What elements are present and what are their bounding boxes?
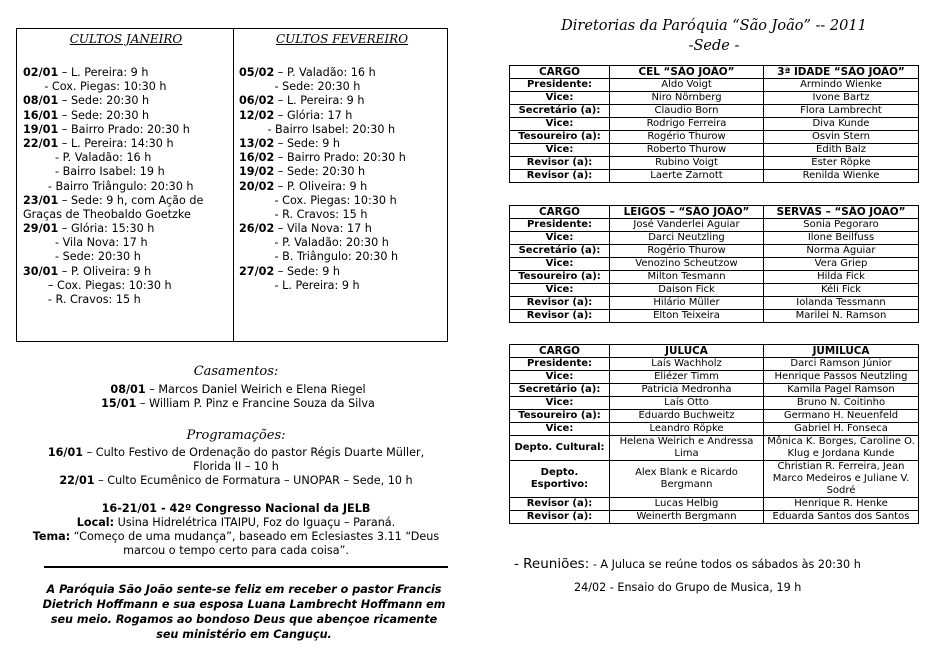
culto-date: 05/02	[239, 66, 275, 79]
cultos-fevereiro-title: CULTOS FEVEREIRO	[275, 32, 409, 46]
table-cell-name: Bruno N. Coitinho	[764, 397, 919, 410]
programacoes-title: Programações:	[186, 428, 286, 443]
culto-description: - Cox. Piegas: 10:30 h	[239, 193, 397, 207]
culto-date: 13/02	[239, 136, 275, 150]
programacao-item: 22/01 – Culto Ecumênico de Formatura – UNOPAR – Sede, 10 h	[59, 474, 413, 487]
culto-entry	[23, 236, 229, 250]
culto-entry	[239, 94, 445, 108]
table-cell-cargo: Vice:	[510, 371, 610, 384]
table-cell-cargo: Secretário (a):	[510, 105, 610, 118]
culto-date: 30/01	[23, 264, 59, 278]
table-cell-name: Vera Griep	[764, 258, 919, 271]
diretorias-title-line: Diretorias da Paróquia “São João” -- 2011	[561, 18, 867, 34]
culto-entry	[23, 265, 229, 279]
culto-description: - Sede: 20:30 h	[23, 250, 141, 264]
culto-entry	[239, 66, 445, 80]
casamentos-list	[0, 383, 476, 411]
culto-date: 12/02	[239, 108, 275, 122]
ensaio-line: 24/02 - Ensaio do Grupo de Musica, 19 h	[574, 581, 802, 594]
culto-entry	[239, 194, 445, 208]
table-cell-cargo: Tesoureiro (a):	[510, 131, 610, 144]
culto-date: 22/01	[23, 136, 59, 150]
cultos-janeiro-column	[23, 29, 229, 307]
table-header-row	[510, 345, 919, 358]
culto-description: - Bairro Triângulo: 20:30 h	[23, 179, 194, 193]
table-cell-name: Rodrigo Ferreira	[610, 118, 764, 131]
table-row	[510, 358, 919, 371]
cultos-janeiro-title: CULTOS JANEIRO	[69, 32, 183, 46]
table-cell-cargo: Revisor (a):	[510, 310, 610, 323]
table-cell-name: Aldo Voigt	[610, 79, 764, 92]
table-row	[510, 384, 919, 397]
culto-entry	[23, 151, 229, 165]
table-cell-name: Mônica K. Borges, Caroline O. Klug e Jordana Kunde	[764, 436, 919, 461]
table-row	[510, 511, 919, 524]
culto-description: Graças de Theobaldo Goetzke	[23, 207, 191, 221]
table-row	[510, 144, 919, 157]
table-row	[510, 105, 919, 118]
culto-entry	[23, 208, 229, 222]
congresso-tema: Tema: “Começo de uma mudança”, baseado em Eclesiastes 3.11 “Deus	[32, 530, 440, 543]
table-header-cell: 3ª IDADE “SÃO JOÃO”	[764, 66, 919, 79]
table-cell-cargo: Tesoureiro (a):	[510, 271, 610, 284]
reunioes-label: - Reuniões:	[514, 556, 590, 572]
table-cell-cargo: Vice:	[510, 92, 610, 105]
cultos-fevereiro-column	[239, 29, 445, 293]
culto-description: – Bairro Prado: 20:30 h	[274, 151, 406, 165]
table-row	[510, 232, 919, 245]
table-cell-cargo: Revisor (a):	[510, 297, 610, 310]
table-cell-name: José Vanderlei Aguiar	[610, 219, 764, 232]
congresso-title: 16-21/01 - 42º Congresso Nacional da JELB	[101, 502, 371, 515]
culto-entry	[23, 109, 229, 123]
culto-date: 20/02	[239, 179, 275, 193]
table-cell-name: Eliézer Timm	[610, 371, 764, 384]
welcome-message	[20, 582, 468, 642]
horizontal-rule	[44, 566, 448, 568]
table-row	[510, 245, 919, 258]
table-cell-name: Renilda Wienke	[764, 170, 919, 183]
culto-description: – L. Pereira: 14:30 h	[58, 136, 174, 150]
table-row	[510, 118, 919, 131]
table-cell-cargo: Vice:	[510, 232, 610, 245]
culto-entry	[239, 250, 445, 264]
table-cell-cargo: Revisor (a):	[510, 498, 610, 511]
table-row	[510, 371, 919, 384]
culto-entry	[239, 151, 445, 165]
table-cell-cargo: Vice:	[510, 284, 610, 297]
table-header-cell: JULUCA	[610, 345, 764, 358]
culto-date: 19/02	[239, 165, 275, 179]
culto-date: 23/01	[23, 193, 59, 207]
table-cell-name: Osvin Stern	[764, 131, 919, 144]
table-row	[510, 436, 919, 461]
culto-entry	[23, 222, 229, 236]
table-cell-cargo: Vice:	[510, 144, 610, 157]
table-row	[510, 297, 919, 310]
congresso-local: Local: Usina Hidrelétrica ITAIPU, Foz do Iguaçu – Paraná.	[76, 516, 396, 529]
table-cell-cargo: Vice:	[510, 258, 610, 271]
table-cell-cargo: Presidente:	[510, 358, 610, 371]
table-cell-name: Flora Lambrecht	[764, 105, 919, 118]
culto-entry	[239, 180, 445, 194]
welcome-message-line: Dietrich Hoffmann e sua esposa Luana Lambrecht Hoffmann em	[42, 598, 446, 611]
table-cell-name: Gabriel H. Fonseca	[764, 423, 919, 436]
culto-description: - P. Valadão: 16 h	[23, 151, 152, 165]
diretorias-title	[510, 16, 918, 56]
congresso-tema-continued: marcou o tempo certo para cada coisa”.	[123, 544, 349, 557]
table-header-cell: CARGO	[510, 206, 610, 219]
table-cell-name: Henrique Passos Neutzling	[764, 371, 919, 384]
table-cell-name: Laís Otto	[610, 397, 764, 410]
table-row	[510, 131, 919, 144]
culto-entry	[23, 194, 229, 208]
culto-description: – Sede: 9 h	[274, 264, 340, 278]
table-cell-name: Kéli Fick	[764, 284, 919, 297]
table-cell-name: Hilda Fick	[764, 271, 919, 284]
culto-description: – Sede: 20:30 h	[58, 94, 150, 108]
table-header-cell: CARGO	[510, 345, 610, 358]
culto-description: – L. Pereira: 9 h	[274, 94, 365, 108]
reunioes-line	[514, 556, 861, 572]
culto-description: – L. Pereira: 9 h	[58, 66, 149, 79]
table-cell-cargo: Vice:	[510, 118, 610, 131]
culto-entry	[23, 66, 229, 80]
culto-description: - R. Cravos: 15 h	[23, 293, 141, 306]
culto-entry	[239, 137, 445, 151]
culto-description: – Sede: 20:30 h	[58, 108, 150, 122]
table-cell-name: Darci Ramson Júnior	[764, 358, 919, 371]
table-cell-name: Rogério Thurow	[610, 131, 764, 144]
table-cell-name: Weinerth Bergmann	[610, 511, 764, 524]
table-cell-name: Patricia Medronha	[610, 384, 764, 397]
culto-date: 27/02	[239, 264, 275, 278]
table-cell-cargo: Vice:	[510, 397, 610, 410]
table-cell-name: Laerte Zarnott	[610, 170, 764, 183]
table-row	[510, 310, 919, 323]
table-row	[510, 170, 919, 183]
table-cell-name: Laís Wachholz	[610, 358, 764, 371]
culto-entry	[239, 80, 445, 94]
table-cell-name: Alex Blank e Ricardo Bergmann	[610, 461, 764, 498]
culto-description: – Sede: 9 h	[274, 136, 340, 150]
table-cell-cargo: Revisor (a):	[510, 170, 610, 183]
table-cell-cargo: Secretário (a):	[510, 384, 610, 397]
table-cell-cargo: Revisor (a):	[510, 157, 610, 170]
table-cell-name: Rogério Thurow	[610, 245, 764, 258]
programacoes-list	[0, 446, 472, 488]
table-row	[510, 410, 919, 423]
culto-entry	[23, 180, 229, 194]
culto-description: – Vila Nova: 17 h	[274, 222, 372, 236]
table-cell-name: Darci Neutzling	[610, 232, 764, 245]
table-cell-name: Eduardo Buchweitz	[610, 410, 764, 423]
culto-entry	[23, 123, 229, 137]
culto-entry	[239, 236, 445, 250]
culto-entry	[23, 165, 229, 179]
culto-description: – Glória: 15:30 h	[58, 222, 155, 236]
culto-entry	[239, 222, 445, 236]
table-cell-name: Ester Röpke	[764, 157, 919, 170]
culto-description: - Bairro Isabel: 20:30 h	[239, 122, 396, 136]
table-header-cell: CARGO	[510, 66, 610, 79]
culto-entry	[239, 265, 445, 279]
culto-description: - Cox. Piegas: 10:30 h	[23, 80, 167, 94]
table-cell-name: Germano H. Neuenfeld	[764, 410, 919, 423]
culto-description: – P. Oliveira: 9 h	[274, 179, 368, 193]
casamento-item: 15/01 – William P. Pinz e Francine Souza da Silva	[101, 397, 375, 410]
table-row	[510, 79, 919, 92]
table-row	[510, 92, 919, 105]
table-cell-cargo: Depto. Esportivo:	[510, 461, 610, 498]
table-header-cell: CEL “SÃO JOÃO”	[610, 66, 764, 79]
culto-entry	[239, 123, 445, 137]
programacao-item: 16/01 – Culto Festivo de Ordenação do pastor Régis Duarte Müller,	[47, 446, 425, 459]
table-row	[510, 498, 919, 511]
welcome-message-line: A Paróquia São João sente-se feliz em receber o pastor Francis	[46, 583, 442, 596]
table-cell-name: Rubino Voigt	[610, 157, 764, 170]
culto-date: 16/01	[23, 108, 59, 122]
cultos-divider	[233, 29, 234, 341]
table-row	[510, 258, 919, 271]
cultos-janeiro-list	[23, 66, 229, 307]
culto-date: 29/01	[23, 222, 59, 236]
table-cell-cargo: Revisor (a):	[510, 511, 610, 524]
table-cell-name: Armindo Wienke	[764, 79, 919, 92]
table-cell-name: Lucas Helbig	[610, 498, 764, 511]
table-cell-name: Sonia Pegoraro	[764, 219, 919, 232]
culto-entry	[23, 250, 229, 264]
culto-entry	[23, 293, 229, 307]
table-row	[510, 397, 919, 410]
table-header-cell: LEIGOS – “SÃO JOÃO”	[610, 206, 764, 219]
table-header-row	[510, 66, 919, 79]
table-cell-name: Kamila Pagel Ramson	[764, 384, 919, 397]
culto-entry	[23, 94, 229, 108]
culto-description: - L. Pereira: 9 h	[239, 278, 360, 292]
table-cell-name: Milton Tesmann	[610, 271, 764, 284]
culto-entry	[23, 137, 229, 151]
table-cell-cargo: Presidente:	[510, 79, 610, 92]
table-cell-cargo: Vice:	[510, 423, 610, 436]
culto-description: – P. Oliveira: 9 h	[58, 264, 152, 278]
culto-description: – Sede: 9 h, com Ação de	[58, 193, 204, 207]
culto-description: – Glória: 17 h	[274, 108, 353, 122]
table-cell-name: Diva Kunde	[764, 118, 919, 131]
table-cell-name: Niro Nörnberg	[610, 92, 764, 105]
table-cell-name: Christian R. Ferreira, Jean Marco Medeiros e Juliane V. Sodré	[764, 461, 919, 498]
culto-entry	[239, 279, 445, 293]
casamento-item: 08/01 – Marcos Daniel Weirich e Elena Riegel	[110, 383, 366, 396]
culto-description: - Sede: 20:30 h	[239, 80, 361, 94]
table-cell-cargo: Tesoureiro (a):	[510, 410, 610, 423]
culto-date: 16/02	[239, 151, 275, 165]
culto-date: 06/02	[239, 94, 275, 108]
culto-description: - B. Triângulo: 20:30 h	[239, 250, 399, 264]
culto-date: 19/01	[23, 122, 59, 136]
table-cell-name: Eduarda Santos dos Santos	[764, 511, 919, 524]
culto-description: – Bairro Prado: 20:30 h	[58, 122, 190, 136]
table-row	[510, 157, 919, 170]
table-cell-name: Henrique R. Henke	[764, 498, 919, 511]
culto-entry	[23, 279, 229, 293]
table-cell-name: Marilei N. Ramson	[764, 310, 919, 323]
congresso-block	[0, 502, 472, 558]
programacao-item-continued: Florida II – 10 h	[193, 460, 279, 473]
table-cell-name: Hilário Müller	[610, 297, 764, 310]
culto-entry	[239, 165, 445, 179]
culto-date: 02/01	[23, 66, 59, 79]
diretoria-table-juluca-jumiluca	[509, 344, 919, 524]
culto-description: - R. Cravos: 15 h	[239, 207, 368, 221]
diretorias-subtitle: -Sede -	[688, 38, 740, 54]
table-row	[510, 423, 919, 436]
table-cell-name: Daison Fick	[610, 284, 764, 297]
table-cell-name: Norma Aguiar	[764, 245, 919, 258]
table-header-cell: SERVAS – “SÃO JOÃO”	[764, 206, 919, 219]
table-row	[510, 461, 919, 498]
table-cell-name: Helena Weirich e Andressa Lima	[610, 436, 764, 461]
table-cell-name: Ivone Bartz	[764, 92, 919, 105]
table-cell-name: Venozino Scheutzow	[610, 258, 764, 271]
culto-entry	[239, 208, 445, 222]
table-cell-cargo: Depto. Cultural:	[510, 436, 610, 461]
diretoria-table-cel-terceira-idade	[509, 65, 919, 183]
reunioes-text: - A Juluca se reúne todos os sábados às 20:30 h	[589, 558, 861, 571]
cultos-box	[16, 28, 448, 342]
diretoria-table-leigos-servas	[509, 205, 919, 323]
table-cell-name: Roberto Thurow	[610, 144, 764, 157]
table-cell-name: Claudio Born	[610, 105, 764, 118]
culto-date: 08/01	[23, 94, 59, 108]
table-cell-cargo: Presidente:	[510, 219, 610, 232]
welcome-message-line: seu meio. Rogamos ao bondoso Deus que abençoe ricamente	[50, 613, 438, 626]
table-cell-name: Leandro Röpke	[610, 423, 764, 436]
table-row	[510, 219, 919, 232]
table-header-row	[510, 206, 919, 219]
table-cell-name: Iolanda Tessmann	[764, 297, 919, 310]
table-row	[510, 271, 919, 284]
culto-description: - Vila Nova: 17 h	[23, 236, 148, 250]
culto-description: – Cox. Piegas: 10:30 h	[23, 278, 172, 292]
culto-description: – P. Valadão: 16 h	[274, 66, 376, 79]
welcome-message-line: seu ministério em Canguçu.	[156, 628, 332, 641]
table-header-cell: JUMILUCA	[764, 345, 919, 358]
cultos-fevereiro-list	[239, 66, 445, 293]
table-cell-name: Elton Teixeira	[610, 310, 764, 323]
culto-date: 26/02	[239, 222, 275, 236]
culto-entry	[239, 109, 445, 123]
table-cell-name: Edith Balz	[764, 144, 919, 157]
table-row	[510, 284, 919, 297]
culto-description: - P. Valadão: 20:30 h	[239, 236, 389, 250]
table-cell-name: Ilone Beilfuss	[764, 232, 919, 245]
table-cell-cargo: Secretário (a):	[510, 245, 610, 258]
culto-entry	[23, 80, 229, 94]
culto-description: – Sede: 20:30 h	[274, 165, 366, 179]
casamentos-title: Casamentos:	[193, 364, 279, 379]
culto-description: - Bairro Isabel: 19 h	[23, 165, 165, 179]
